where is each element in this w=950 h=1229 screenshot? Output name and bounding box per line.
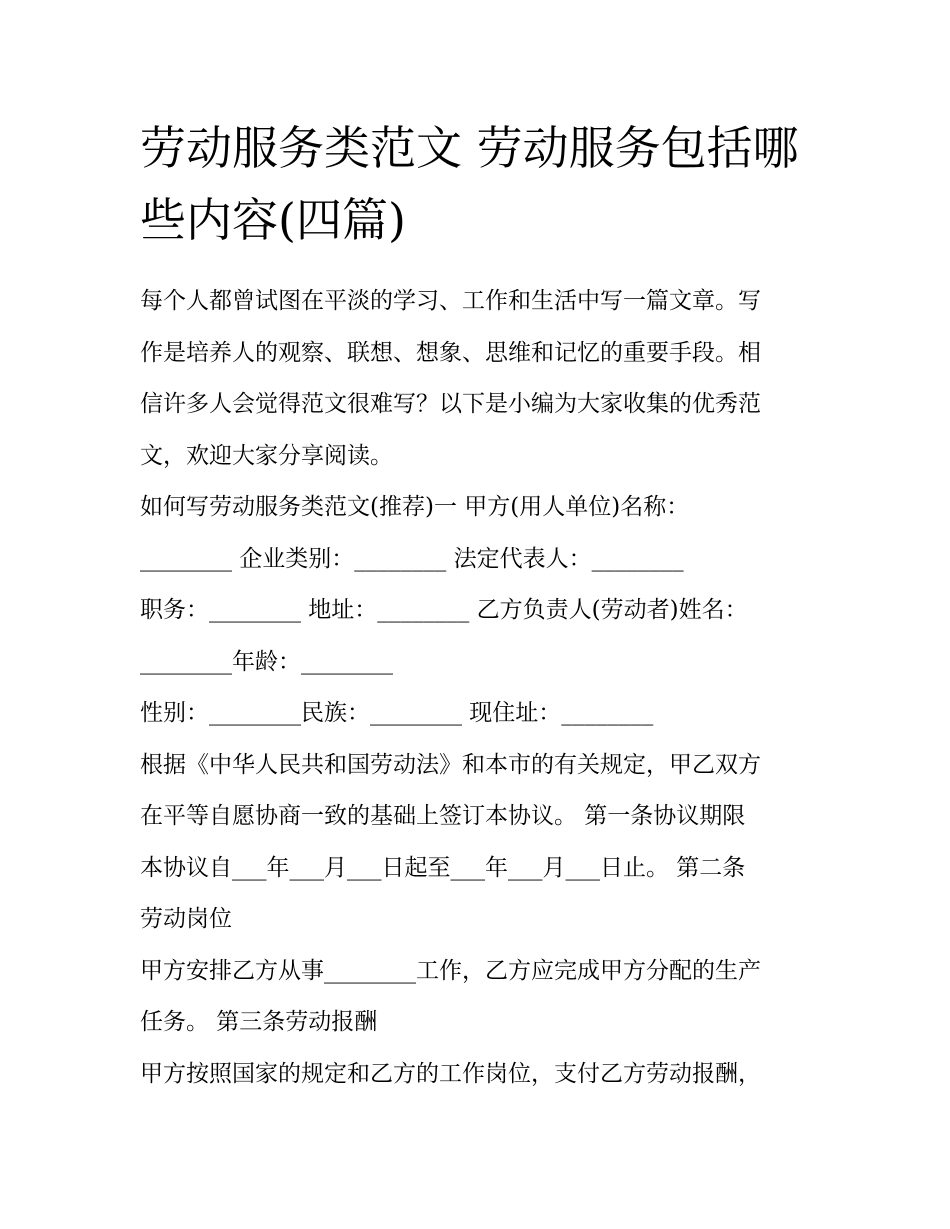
body-line-13: 劳动岗位 (140, 906, 232, 932)
body-line-10: 根据《中华人民共和国劳动法》和本市的有关规定，甲乙双方 (140, 751, 761, 778)
body-line-7: 职务：________ 地址：________ 乙方负责人(劳动者)姓名： (140, 597, 748, 623)
body-line-2: 作是培养人的观察、联想、想象、思维和记忆的重要手段。相 (140, 339, 761, 366)
document-body (140, 276, 820, 1100)
body-line-1: 每个人都曾试图在平淡的学习、工作和生活中写一篇文章。写 (140, 288, 761, 314)
body-line-14: 甲方安排乙方从事________工作，乙方应完成甲方分配的生产 (140, 957, 761, 984)
body-line-16: 甲方按照国家的规定和乙方的工作岗位，支付乙方劳动报酬， (140, 1060, 761, 1087)
document-title: 劳动服务类范文 劳动服务包括哪些内容(四篇) (140, 121, 799, 247)
body-line-11: 在平等自愿协商一致的基础上签订本协议。 第一条协议期限 (140, 803, 746, 829)
body-line-5: 如何写劳动服务类范文(推荐)一 甲方(用人单位)名称： (140, 494, 690, 520)
body-line-9: 性别：________民族：________ 现住址：________ (140, 700, 654, 726)
body-line-3: 信许多人会觉得范文很难写？以下是小编为大家收集的优秀范 (140, 391, 761, 417)
body-line-8: ________年龄：________ (140, 648, 393, 675)
body-line-4: 文，欢迎大家分享阅读。 (140, 442, 393, 469)
body-line-15: 任务。 第三条劳动报酬 (140, 1009, 378, 1035)
body-line-6: ________ 企业类别：________ 法定代表人：________ (140, 545, 684, 572)
body-line-12: 本协议自___年___月___日起至___年___月___日止。 第二条 (140, 854, 746, 881)
